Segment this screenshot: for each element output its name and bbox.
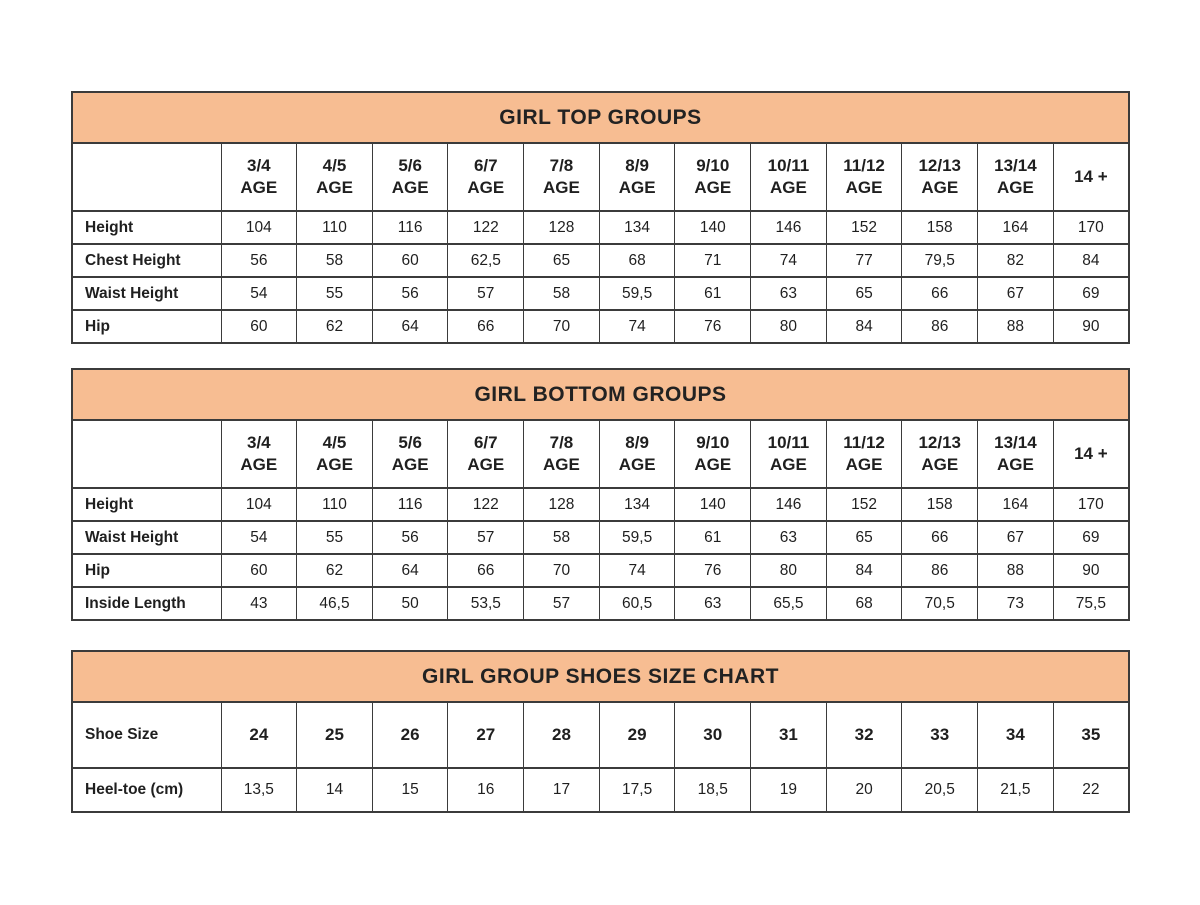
value-cell: 69 [1053, 277, 1129, 310]
table-row [72, 310, 1129, 343]
table-title: GIRL BOTTOM GROUPS [71, 368, 1130, 419]
value-cell: 104 [221, 488, 297, 521]
table-row [72, 587, 1129, 620]
value-cell: 82 [978, 244, 1054, 277]
value-cell: 16 [448, 768, 524, 812]
value-cell: 33 [902, 702, 978, 768]
value-cell: 29 [599, 702, 675, 768]
value-cell: 170 [1053, 488, 1129, 521]
value-cell: 65 [826, 277, 902, 310]
age-column-header: 14 + [1053, 420, 1129, 488]
value-cell: 13,5 [221, 768, 297, 812]
value-cell: 58 [524, 277, 600, 310]
age-column-header: 12/13 AGE [902, 143, 978, 211]
value-cell: 58 [297, 244, 373, 277]
value-cell: 128 [524, 211, 600, 244]
value-cell: 24 [221, 702, 297, 768]
value-cell: 32 [826, 702, 902, 768]
value-cell: 27 [448, 702, 524, 768]
corner-cell [72, 420, 221, 488]
table-row [72, 277, 1129, 310]
row-label: Hip [72, 554, 221, 587]
age-column-header: 12/13 AGE [902, 420, 978, 488]
value-cell: 76 [675, 554, 751, 587]
value-cell: 134 [599, 488, 675, 521]
table-row [72, 211, 1129, 244]
value-cell: 35 [1053, 702, 1129, 768]
value-cell: 58 [524, 521, 600, 554]
value-cell: 70 [524, 310, 600, 343]
value-cell: 74 [599, 310, 675, 343]
value-cell: 66 [448, 310, 524, 343]
value-cell: 56 [372, 521, 448, 554]
value-cell: 110 [297, 488, 373, 521]
value-cell: 26 [372, 702, 448, 768]
age-column-header: 7/8 AGE [524, 143, 600, 211]
age-column-header: 9/10 AGE [675, 143, 751, 211]
value-cell: 79,5 [902, 244, 978, 277]
value-cell: 164 [978, 211, 1054, 244]
value-cell: 73 [978, 587, 1054, 620]
value-cell: 43 [221, 587, 297, 620]
value-cell: 54 [221, 521, 297, 554]
age-column-header: 3/4 AGE [221, 420, 297, 488]
value-cell: 31 [751, 702, 827, 768]
value-cell: 86 [902, 310, 978, 343]
value-cell: 21,5 [978, 768, 1054, 812]
value-cell: 76 [675, 310, 751, 343]
value-cell: 70 [524, 554, 600, 587]
value-cell: 80 [751, 554, 827, 587]
value-cell: 60 [221, 310, 297, 343]
value-cell: 56 [221, 244, 297, 277]
value-cell: 20 [826, 768, 902, 812]
value-cell: 34 [978, 702, 1054, 768]
value-cell: 18,5 [675, 768, 751, 812]
age-column-header: 10/11 AGE [751, 420, 827, 488]
value-cell: 74 [751, 244, 827, 277]
value-cell: 158 [902, 488, 978, 521]
value-cell: 65,5 [751, 587, 827, 620]
girl-top-groups-table [71, 91, 1130, 344]
table-row [72, 521, 1129, 554]
value-cell: 116 [372, 211, 448, 244]
table-title: GIRL TOP GROUPS [71, 91, 1130, 142]
value-cell: 84 [826, 554, 902, 587]
value-cell: 55 [297, 277, 373, 310]
row-label: Shoe Size [72, 702, 221, 768]
age-column-header: 5/6 AGE [372, 143, 448, 211]
value-cell: 69 [1053, 521, 1129, 554]
value-cell: 55 [297, 521, 373, 554]
table-row [72, 488, 1129, 521]
value-cell: 62 [297, 554, 373, 587]
value-cell: 60 [372, 244, 448, 277]
value-cell: 59,5 [599, 521, 675, 554]
value-cell: 63 [675, 587, 751, 620]
value-cell: 67 [978, 277, 1054, 310]
value-cell: 17,5 [599, 768, 675, 812]
value-cell: 164 [978, 488, 1054, 521]
value-cell: 15 [372, 768, 448, 812]
value-cell: 68 [599, 244, 675, 277]
age-column-header: 6/7 AGE [448, 143, 524, 211]
age-column-header: 4/5 AGE [297, 143, 373, 211]
row-label: Height [72, 488, 221, 521]
column-header-row [72, 420, 1129, 488]
value-cell: 88 [978, 310, 1054, 343]
age-column-header: 6/7 AGE [448, 420, 524, 488]
age-column-header: 13/14 AGE [978, 143, 1054, 211]
value-cell: 152 [826, 211, 902, 244]
value-cell: 19 [751, 768, 827, 812]
value-cell: 67 [978, 521, 1054, 554]
table-row [72, 554, 1129, 587]
size-grid [71, 419, 1130, 621]
value-cell: 54 [221, 277, 297, 310]
value-cell: 57 [448, 277, 524, 310]
value-cell: 146 [751, 211, 827, 244]
value-cell: 17 [524, 768, 600, 812]
value-cell: 68 [826, 587, 902, 620]
value-cell: 70,5 [902, 587, 978, 620]
table-row [72, 244, 1129, 277]
value-cell: 88 [978, 554, 1054, 587]
column-header-row [72, 143, 1129, 211]
age-column-header: 13/14 AGE [978, 420, 1054, 488]
age-column-header: 14 + [1053, 143, 1129, 211]
age-column-header: 4/5 AGE [297, 420, 373, 488]
size-grid [71, 701, 1130, 813]
girl-shoes-size-table [71, 650, 1130, 813]
age-column-header: 11/12 AGE [826, 420, 902, 488]
value-cell: 122 [448, 488, 524, 521]
value-cell: 62 [297, 310, 373, 343]
value-cell: 50 [372, 587, 448, 620]
row-label: Waist Height [72, 277, 221, 310]
row-label: Hip [72, 310, 221, 343]
value-cell: 140 [675, 488, 751, 521]
value-cell: 77 [826, 244, 902, 277]
value-cell: 71 [675, 244, 751, 277]
value-cell: 46,5 [297, 587, 373, 620]
value-cell: 128 [524, 488, 600, 521]
value-cell: 63 [751, 521, 827, 554]
value-cell: 30 [675, 702, 751, 768]
age-column-header: 11/12 AGE [826, 143, 902, 211]
value-cell: 53,5 [448, 587, 524, 620]
value-cell: 90 [1053, 310, 1129, 343]
value-cell: 25 [297, 702, 373, 768]
row-label: Heel-toe (cm) [72, 768, 221, 812]
size-grid [71, 142, 1130, 344]
value-cell: 64 [372, 310, 448, 343]
value-cell: 140 [675, 211, 751, 244]
value-cell: 28 [524, 702, 600, 768]
value-cell: 66 [448, 554, 524, 587]
value-cell: 14 [297, 768, 373, 812]
age-column-header: 8/9 AGE [599, 420, 675, 488]
row-label: Height [72, 211, 221, 244]
value-cell: 65 [524, 244, 600, 277]
value-cell: 66 [902, 277, 978, 310]
age-column-header: 9/10 AGE [675, 420, 751, 488]
value-cell: 122 [448, 211, 524, 244]
value-cell: 59,5 [599, 277, 675, 310]
table-title: GIRL GROUP SHOES SIZE CHART [71, 650, 1130, 701]
value-cell: 170 [1053, 211, 1129, 244]
value-cell: 84 [1053, 244, 1129, 277]
value-cell: 60 [221, 554, 297, 587]
value-cell: 134 [599, 211, 675, 244]
value-cell: 66 [902, 521, 978, 554]
corner-cell [72, 143, 221, 211]
age-column-header: 5/6 AGE [372, 420, 448, 488]
value-cell: 65 [826, 521, 902, 554]
row-label: Chest Height [72, 244, 221, 277]
value-cell: 61 [675, 277, 751, 310]
age-column-header: 3/4 AGE [221, 143, 297, 211]
value-cell: 104 [221, 211, 297, 244]
value-cell: 61 [675, 521, 751, 554]
age-column-header: 10/11 AGE [751, 143, 827, 211]
value-cell: 60,5 [599, 587, 675, 620]
value-cell: 80 [751, 310, 827, 343]
girl-bottom-groups-table [71, 368, 1130, 621]
table-row [72, 702, 1129, 768]
value-cell: 62,5 [448, 244, 524, 277]
value-cell: 22 [1053, 768, 1129, 812]
age-column-header: 7/8 AGE [524, 420, 600, 488]
value-cell: 56 [372, 277, 448, 310]
value-cell: 57 [448, 521, 524, 554]
row-label: Inside Length [72, 587, 221, 620]
value-cell: 152 [826, 488, 902, 521]
value-cell: 86 [902, 554, 978, 587]
value-cell: 116 [372, 488, 448, 521]
age-column-header: 8/9 AGE [599, 143, 675, 211]
value-cell: 75,5 [1053, 587, 1129, 620]
value-cell: 158 [902, 211, 978, 244]
value-cell: 90 [1053, 554, 1129, 587]
value-cell: 84 [826, 310, 902, 343]
value-cell: 64 [372, 554, 448, 587]
table-row [72, 768, 1129, 812]
value-cell: 63 [751, 277, 827, 310]
value-cell: 146 [751, 488, 827, 521]
row-label: Waist Height [72, 521, 221, 554]
value-cell: 57 [524, 587, 600, 620]
value-cell: 74 [599, 554, 675, 587]
value-cell: 20,5 [902, 768, 978, 812]
value-cell: 110 [297, 211, 373, 244]
